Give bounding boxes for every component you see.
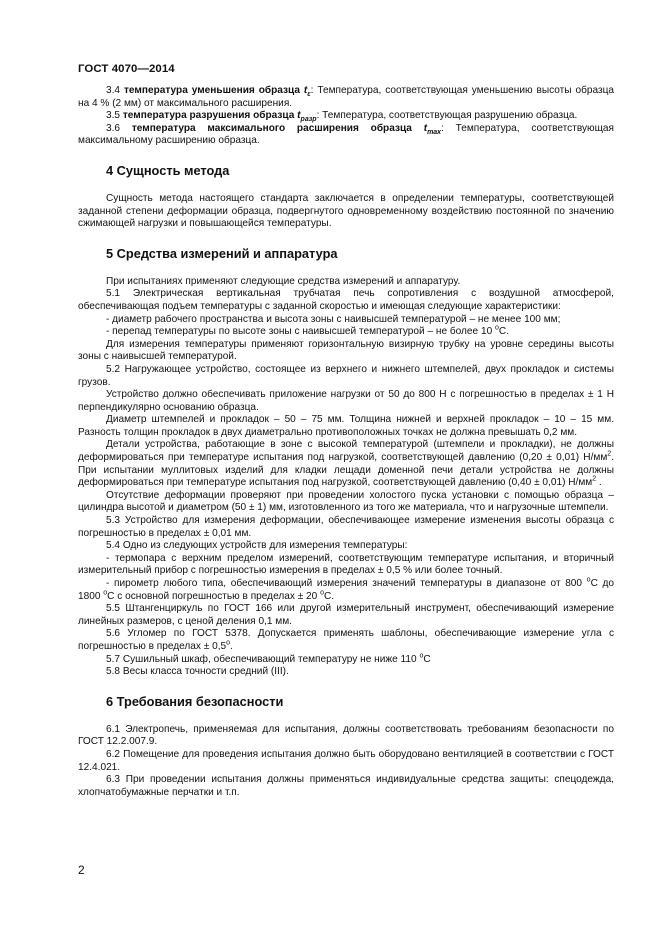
paragraph-5-2-check: Отсутствие деформации проверяют при проведении холостого пуска установки с помощью образца – цилиндра высотой и диаметром (50 ± 1) мм, изготовленного из того же материала, что и нагрузочные штемпели. — [78, 489, 614, 514]
definition: : Температура, соответствующая разрушению образца. — [316, 110, 578, 122]
definition: : Температура, соответствующая максимальному расширению образца. — [78, 122, 614, 147]
list-item-thermocouple: - термопара с верхним пределом измерений, соответствующим температуре испытания, и вторичный измерительный прибор с погрешностью измерения в пределах ± 0,5 % или более точный. — [78, 552, 614, 577]
paragraph-5-1: 5.1 Электрическая вертикальная трубчатая печь сопротивления с воздушной атмосферой, обеспечивающая подъем температуры с заданной скоростью и имеющая следующие характеристики: — [78, 288, 614, 312]
paragraph-5-2-parts: Детали устройства, работающие в зоне с высокой температурой (штемпели и прокладки), не должны деформироваться при температуре испытания под нагрузкой, соответствующей давлению (0,20 ± 0,01) $Н/мм^2$. При испытании муллитовых изделий для кладки лещади доменной печи детали устройства не должны деформироваться при температуре испытания под нагрузкой, соответствующей давлению (0,40 ± 0,01) $Н/мм^2$ . — [78, 439, 614, 489]
paragraph-6-3: 6.3 При проведении испытания должны применяться индивидуальные средства защиты: спецодежда, хлопчатобумажные перчатки и т.п. — [78, 774, 614, 798]
page-number: 2 — [78, 863, 85, 877]
section-5-heading: 5 Средства измерений и аппаратура — [106, 245, 338, 261]
term: температура уменьшения образца — [123, 85, 300, 96]
paragraph-5-3: 5.3 Устройство для измерения деформации, обеспечивающее измерение изменения высоты образца с погрешностью в пределах ± 0,01 мм. — [78, 515, 614, 539]
paragraph-5-2-load: Устройство должно обеспечивать приложение нагрузки от 50 до 800 Н с погрешностью в пределах ± 1 Н перпендикулярно основанию образца. — [78, 389, 614, 413]
list-item-temperature-drop: - перепад температуры по высоте зоны с наивысшей температурой – не более 10 $^o$С. — [106, 324, 509, 338]
paragraph-5-5: 5.5 Штангенциркуль по ГОСТ 166 или другой измерительный инструмент, обеспечивающий измерение линейных размеров, с ценой деления 0,1 мм. — [78, 603, 614, 627]
clause-number: 3.4 — [106, 85, 121, 96]
list-item-diameter: - диаметр рабочего пространства и высота зоны с наивысшей температурой – не менее 100 мм; — [106, 313, 561, 325]
paragraph-4: Сущность метода настоящего стандарта заключается в определении температуры, соответствующей заданной степени деформации образца, подвергнутого одновременному воздействию постоянной по значению сжимающей нагрузки и повышающейся температуры. — [78, 192, 614, 230]
list-item-pyrometer: - пирометр любого типа, обеспечивающий измерения значений температуры в диапазоне от 800 $^o$С до 1800 $^o$С с основной погрешностью в пределах ± 20 $^o$С. — [78, 576, 614, 602]
symbol: $t_\varepsilon$ — [303, 85, 311, 99]
section-4-heading: 4 Сущность метода — [106, 162, 230, 178]
paragraph-3-5 — [78, 110, 614, 123]
definition: : Температура, соответствующая уменьшению высоты образца на 4 % (2 мм) от максимального расширения. — [78, 85, 614, 109]
paragraph-5-6: 5.6 Угломер по ГОСТ 5378. Допускается применять шаблоны, обеспечивающие измерение угла с погрешностью в пределах ± $0,5^o$. — [78, 628, 614, 652]
term: температура максимального расширения образца — [131, 122, 412, 134]
paragraph-5-2: 5.2 Нагружающее устройство, состоящее из верхнего и нижнего штемпелей, двух прокладок и системы грузов. — [78, 363, 614, 388]
paragraph-sight-tube: Для измерения температуры применяют горизонтальную визирную трубку на уровне середины высоты зоны с наивысшей температурой. — [78, 338, 614, 363]
section-6-heading: 6 Требования безопасности — [106, 693, 284, 709]
clause-number: 3.5 — [106, 110, 121, 122]
symbol: $t_{max}$ — [423, 122, 442, 136]
term: температура разрушения образца — [122, 110, 295, 122]
symbol: $t_{разр}$ — [297, 110, 317, 124]
paragraph-5-2-dimensions: Диаметр штемпелей и прокладок – 50 – 75 мм. Толщина нижней и верхней прокладок – 10 – 15 мм. Разность толщин прокладок в двух диаметрально противоположных точках не должна превышать 0,2 мм. — [78, 414, 614, 438]
paragraph-6-1: 6.1 Электропечь, применяемая для испытания, должны соответствовать требованиям безопасности по ГОСТ 12.2.007.9. — [78, 723, 614, 748]
clause-number: 3.6 — [106, 122, 121, 134]
document-body — [78, 85, 614, 799]
paragraph-3-4 — [78, 85, 614, 110]
paragraph-5-4: 5.4 Одно из следующих устройств для измерения температуры: — [106, 540, 408, 552]
paragraph-5-intro: При испытаниях применяют следующие средства измерений и аппаратуру. — [106, 275, 461, 287]
paragraph-5-7: 5.7 Сушильный шкаф, обеспечивающий температуру не ниже 110 $^o$С — [106, 652, 431, 665]
paragraph-6-2: 6.2 Помещение для проведения испытания должно быть оборудовано вентиляцией в соответствии с ГОСТ 12.4.021. — [78, 748, 614, 773]
paragraph-3-6 — [78, 123, 614, 148]
paragraph-5-8: 5.8 Весы класса точности средний (III). — [106, 666, 289, 678]
document-header: ГОСТ 4070—2014 — [78, 63, 175, 75]
